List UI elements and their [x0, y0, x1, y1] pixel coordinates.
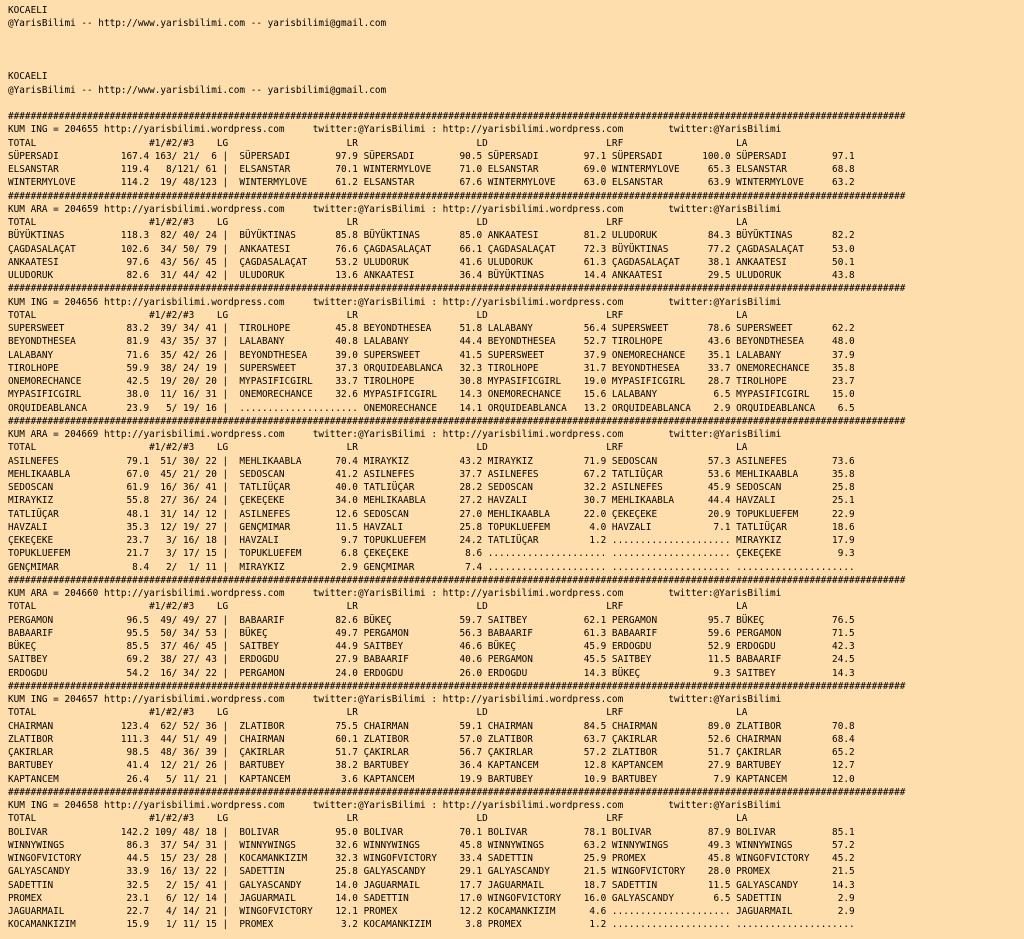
- data-row: BABAARIF 95.5 50/ 34/ 53 | BÜKEÇ 49.7 PERGAMON 56.3 BABAARIF 61.3 BABAARIF 59.6 PERGAMON 71.5: [8, 627, 855, 639]
- data-row: JAGUARMAIL 22.7 4/ 14/ 21 | WINGOFVICTORY 12.1 PROMEX 12.2 KOCAMANKIZIM 4.6 ..................... JAGUARMAIL 2.9: [8, 906, 855, 917]
- race-header-line: KUM ARA = 204659 http://yarisbilimi.wordpress.com twitter:@YarisBilimi : http://yarisbilimi.wordpress.com twitter:@YarisBilimi: [8, 203, 782, 215]
- data-row: HAVZALI 35.3 12/ 19/ 27 | GENÇMIMAR 11.5 HAVZALI 25.8 TOPUKLUEFEM 4.0 HAVZALI 7.1 TATLIÜÇAR 18.6: [8, 521, 855, 533]
- data-row: SÜPERSADI 167.4 163/ 21/ 6 | SÜPERSADI 97.9 SÜPERSADI 90.5 SÜPERSADI 97.1 SÜPERSADI 100.0 SÜPERSADI 97.1: [8, 150, 855, 162]
- separator-line: ###############################################################################################################################################################: [8, 680, 906, 692]
- separator-line: ###############################################################################################################################################################: [8, 786, 906, 798]
- data-row: SEDOSCAN 61.9 16/ 36/ 41 | TATLIÜÇAR 40.0 TATLIÜÇAR 28.2 SEDOSCAN 32.2 ASILNEFES 45.9 SEDOSCAN 25.8: [8, 482, 855, 493]
- data-row: KAPTANCEM 26.4 5/ 11/ 21 | KAPTANCEM 3.6 KAPTANCEM 19.9 BARTUBEY 10.9 BARTUBEY 7.9 KAPTANCEM 12.0: [8, 773, 855, 785]
- column-header-line: TOTAL #1/#2/#3 LG LR LD LRF LA: [8, 707, 748, 719]
- data-row: ELSANSTAR 119.4 8/121/ 61 | ELSANSTAR 70.1 WINTERMYLOVE 71.0 ELSANSTAR 69.0 WINTERMYLOVE 65.3 ELSANSTAR 68.8: [8, 164, 855, 175]
- data-row: ANKAATESI 97.6 43/ 56/ 45 | ÇAGDASALAÇAT 53.2 ULUDORUK 41.6 ULUDORUK 61.3 ÇAGDASALAÇAT 38.1 ANKAATESI 50.1: [8, 256, 855, 268]
- blank-line: [8, 44, 1024, 57]
- race-header-line: KUM ARA = 204669 http://yarisbilimi.wordpress.com twitter:@YarisBilimi : http://yarisbilimi.wordpress.com twitter:@YarisBilimi: [8, 429, 782, 440]
- data-row: KOCAMANKIZIM 15.9 1/ 11/ 15 | PROMEX 3.2 KOCAMANKIZIM 3.8 PROMEX 1.2 ..................... .....................: [8, 919, 855, 931]
- blank-line: [8, 31, 1024, 44]
- column-header-line: TOTAL #1/#2/#3 LG LR LD LRF LA: [8, 442, 748, 454]
- data-row: ASILNEFES 79.1 51/ 30/ 22 | MEHLIKAABLA 70.4 MIRAYKIZ 43.2 MIRAYKIZ 71.9 SEDOSCAN 57.3 ASILNEFES 73.6: [8, 455, 855, 467]
- data-row: MYPASIFICGIRL 38.0 11/ 16/ 31 | ONEMORECHANCE 32.6 MYPASIFICGIRL 14.3 ONEMORECHANCE 15.6 LALABANY 6.5 MYPASIFICGIRL 15.0: [8, 389, 855, 401]
- data-row: PERGAMON 96.5 49/ 49/ 27 | BABAARIF 82.6 BÜKEÇ 59.7 SAITBEY 62.1 PERGAMON 95.7 BÜKEÇ 76.5: [8, 614, 855, 626]
- data-row: BEYONDTHESEA 81.9 43/ 35/ 37 | LALABANY 40.8 LALABANY 44.4 BEYONDTHESEA 52.7 TIROLHOPE 43.6 BEYONDTHESEA 48.0: [8, 336, 855, 348]
- race-header-line: KUM ARA = 204660 http://yarisbilimi.wordpress.com twitter:@YarisBilimi : http://yarisbilimi.wordpress.com twitter:@YarisBilimi: [8, 588, 782, 599]
- data-row: ULUDORUK 82.6 31/ 44/ 42 | ULUDORUK 13.6 ANKAATESI 36.4 BÜYÜKTINAS 14.4 ANKAATESI 29.5 ULUDORUK 43.8: [8, 270, 855, 281]
- data-row: SAITBEY 69.2 38/ 27/ 43 | ERDOGDU 27.9 BABAARIF 40.6 PERGAMON 45.5 SAITBEY 11.5 BABAARIF 24.5: [8, 654, 855, 666]
- data-row: BOLIVAR 142.2 109/ 48/ 18 | BOLIVAR 95.0 BOLIVAR 70.1 BOLIVAR 78.1 BOLIVAR 87.9 BOLIVAR 85.1: [8, 826, 855, 838]
- data-row: BARTUBEY 41.4 12/ 21/ 26 | BARTUBEY 38.2 BARTUBEY 36.4 KAPTANCEM 12.8 KAPTANCEM 27.9 BARTUBEY 12.7: [8, 760, 855, 772]
- city-title-line: KOCAELI: [8, 71, 48, 83]
- separator-line: ###############################################################################################################################################################: [8, 190, 906, 202]
- column-header-line: TOTAL #1/#2/#3 LG LR LD LRF LA: [8, 813, 748, 825]
- separator-line: ###############################################################################################################################################################: [8, 415, 906, 427]
- column-header-line: TOTAL #1/#2/#3 LG LR LD LRF LA: [8, 601, 748, 613]
- data-row: ERDOGDU 54.2 16/ 34/ 22 | PERGAMON 24.0 ERDOGDU 26.0 ERDOGDU 14.3 BÜKEÇ 9.3 SAITBEY 14.3: [8, 667, 855, 679]
- city-title-line: KOCAELI: [8, 5, 48, 16]
- data-row: WINNYWINGS 86.3 37/ 54/ 31 | WINNYWINGS 32.6 WINNYWINGS 45.8 WINNYWINGS 63.2 WINNYWINGS 49.3 WINNYWINGS 57.2: [8, 839, 855, 851]
- data-row: BÜYÜKTINAS 118.3 82/ 40/ 24 | BÜYÜKTINAS 85.8 BÜYÜKTINAS 85.0 ANKAATESI 81.2 ULUDORUK 84.3 BÜYÜKTINAS 82.2: [8, 230, 855, 242]
- blank-line: [8, 97, 1024, 110]
- separator-line: ###############################################################################################################################################################: [8, 574, 906, 586]
- data-row: GENÇMIMAR 8.4 2/ 1/ 11 | MIRAYKIZ 2.9 GENÇMIMAR 7.4 ..................... ..................... .....................: [8, 561, 855, 573]
- data-row: MIRAYKIZ 55.8 27/ 36/ 24 | ÇEKEÇEKE 34.0 MEHLIKAABLA 27.2 HAVZALI 30.7 MEHLIKAABLA 44.4 HAVZALI 25.1: [8, 495, 855, 507]
- separator-line: ###############################################################################################################################################################: [8, 111, 906, 122]
- data-row: MEHLIKAABLA 67.0 45/ 21/ 20 | SEDOSCAN 41.2 ASILNEFES 37.7 ASILNEFES 67.2 TATLIÜÇAR 53.6 MEHLIKAABLA 35.8: [8, 468, 855, 480]
- data-row: WINGOFVICTORY 44.5 15/ 23/ 28 | KOCAMANKIZIM 32.3 WINGOFVICTORY 33.4 SADETTIN 25.9 PROMEX 45.8 WINGOFVICTORY 45.2: [8, 853, 855, 864]
- data-row: GALYASCANDY 33.9 16/ 13/ 22 | SADETTIN 25.8 GALYASCANDY 29.1 GALYASCANDY 21.5 WINGOFVICTORY 28.0 PROMEX 21.5: [8, 866, 855, 878]
- data-row: SADETTIN 32.5 2/ 15/ 41 | GALYASCANDY 14.0 JAGUARMAIL 17.7 JAGUARMAIL 18.7 SADETTIN 11.5 GALYASCANDY 14.3: [8, 879, 855, 891]
- column-header-line: TOTAL #1/#2/#3 LG LR LD LRF LA: [8, 217, 748, 228]
- race-header-line: KUM ING = 204658 http://yarisbilimi.wordpress.com twitter:@YarisBilimi : http://yarisbilimi.wordpress.com twitter:@YarisBilimi: [8, 800, 782, 811]
- contact-line: @YarisBilimi -- http://www.yarisbilimi.com -- yarisbilimi@gmail.com: [8, 84, 387, 96]
- data-row: WINTERMYLOVE 114.2 19/ 48/123 | WINTERMYLOVE 61.2 ELSANSTAR 67.6 WINTERMYLOVE 63.0 ELSANSTAR 63.9 WINTERMYLOVE 63.2: [8, 177, 855, 189]
- data-row: ZLATIBOR 111.3 44/ 51/ 49 | CHAIRMAN 60.1 ZLATIBOR 57.0 ZLATIBOR 63.7 ÇAKIRLAR 52.6 CHAIRMAN 68.4: [8, 733, 855, 745]
- data-row: SUPERSWEET 83.2 39/ 34/ 41 | TIROLHOPE 45.8 BEYONDTHESEA 51.8 LALABANY 56.4 SUPERSWEET 78.6 SUPERSWEET 62.2: [8, 323, 855, 334]
- data-row: TOPUKLUEFEM 21.7 3/ 17/ 15 | TOPUKLUEFEM 6.8 ÇEKEÇEKE 8.6 ..................... ..................... ÇEKEÇEKE 9.3: [8, 548, 855, 560]
- blank-line: [8, 57, 1024, 70]
- contact-line: @YarisBilimi -- http://www.yarisbilimi.com -- yarisbilimi@gmail.com: [8, 18, 387, 30]
- data-row: BÜKEÇ 85.5 37/ 46/ 45 | SAITBEY 44.9 SAITBEY 46.6 BÜKEÇ 45.9 ERDOGDU 52.9 ERDOGDU 42.3: [8, 641, 855, 652]
- data-row: ONEMORECHANCE 42.5 19/ 20/ 20 | MYPASIFICGIRL 33.7 TIROLHOPE 30.8 MYPASIFICGIRL 19.0 MYPASIFICGIRL 28.7 TIROLHOPE 23.7: [8, 376, 855, 387]
- data-row: ÇAGDASALAÇAT 102.6 34/ 50/ 79 | ANKAATESI 76.6 ÇAGDASALAÇAT 66.1 ÇAGDASALAÇAT 72.3 BÜYÜKTINAS 77.2 ÇAGDASALAÇAT 53.0: [8, 243, 855, 255]
- column-header-line: TOTAL #1/#2/#3 LG LR LD LRF LA: [8, 309, 748, 321]
- data-row: PROMEX 23.1 6/ 12/ 14 | JAGUARMAIL 14.0 SADETTIN 17.0 WINGOFVICTORY 16.0 GALYASCANDY 6.5 SADETTIN 2.9: [8, 892, 855, 904]
- data-row: TIROLHOPE 59.9 38/ 24/ 19 | SUPERSWEET 37.3 ORQUIDEABLANCA 32.3 TIROLHOPE 31.7 BEYONDTHESEA 33.7 ONEMORECHANCE 35.8: [8, 362, 855, 374]
- data-row: TATLIÜÇAR 48.1 31/ 14/ 12 | ASILNEFES 12.6 SEDOSCAN 27.0 MEHLIKAABLA 22.0 ÇEKEÇEKE 20.9 TOPUKLUEFEM 22.9: [8, 508, 855, 520]
- race-header-line: KUM ING = 204657 http://yarisbilimi.wordpress.com twitter:@YarisBilimi : http://yarisbilimi.wordpress.com twitter:@YarisBilimi: [8, 694, 782, 705]
- data-row: ÇAKIRLAR 98.5 48/ 36/ 39 | ÇAKIRLAR 51.7 ÇAKIRLAR 56.7 ÇAKIRLAR 57.2 ZLATIBOR 51.7 ÇAKIRLAR 65.2: [8, 747, 855, 758]
- data-row: CHAIRMAN 123.4 62/ 52/ 36 | ZLATIBOR 75.5 CHAIRMAN 59.1 CHAIRMAN 84.5 CHAIRMAN 89.0 ZLATIBOR 70.8: [8, 720, 855, 732]
- race-header-line: KUM ING = 204655 http://yarisbilimi.wordpress.com twitter:@YarisBilimi : http://yarisbilimi.wordpress.com twitter:@YarisBilimi: [8, 124, 782, 136]
- data-row: ÇEKEÇEKE 23.7 3/ 16/ 18 | HAVZALI 9.7 TOPUKLUEFEM 24.2 TATLIÜÇAR 1.2 ..................... MIRAYKIZ 17.9: [8, 535, 855, 546]
- column-header-line: TOTAL #1/#2/#3 LG LR LD LRF LA: [8, 137, 748, 149]
- race-header-line: KUM ING = 204656 http://yarisbilimi.wordpress.com twitter:@YarisBilimi : http://yarisbilimi.wordpress.com twitter:@YarisBilimi: [8, 296, 782, 308]
- data-row: LALABANY 71.6 35/ 42/ 26 | BEYONDTHESEA 39.0 SUPERSWEET 41.5 SUPERSWEET 37.9 ONEMORECHANCE 35.1 LALABANY 37.9: [8, 349, 855, 361]
- data-row: ORQUIDEABLANCA 23.9 5/ 19/ 16 | ..................... ONEMORECHANCE 14.1 ORQUIDEABLANCA 13.2 ORQUIDEABLANCA 2.9 ORQUIDEABLANCA 6.5: [8, 402, 855, 414]
- separator-line: ###############################################################################################################################################################: [8, 283, 906, 295]
